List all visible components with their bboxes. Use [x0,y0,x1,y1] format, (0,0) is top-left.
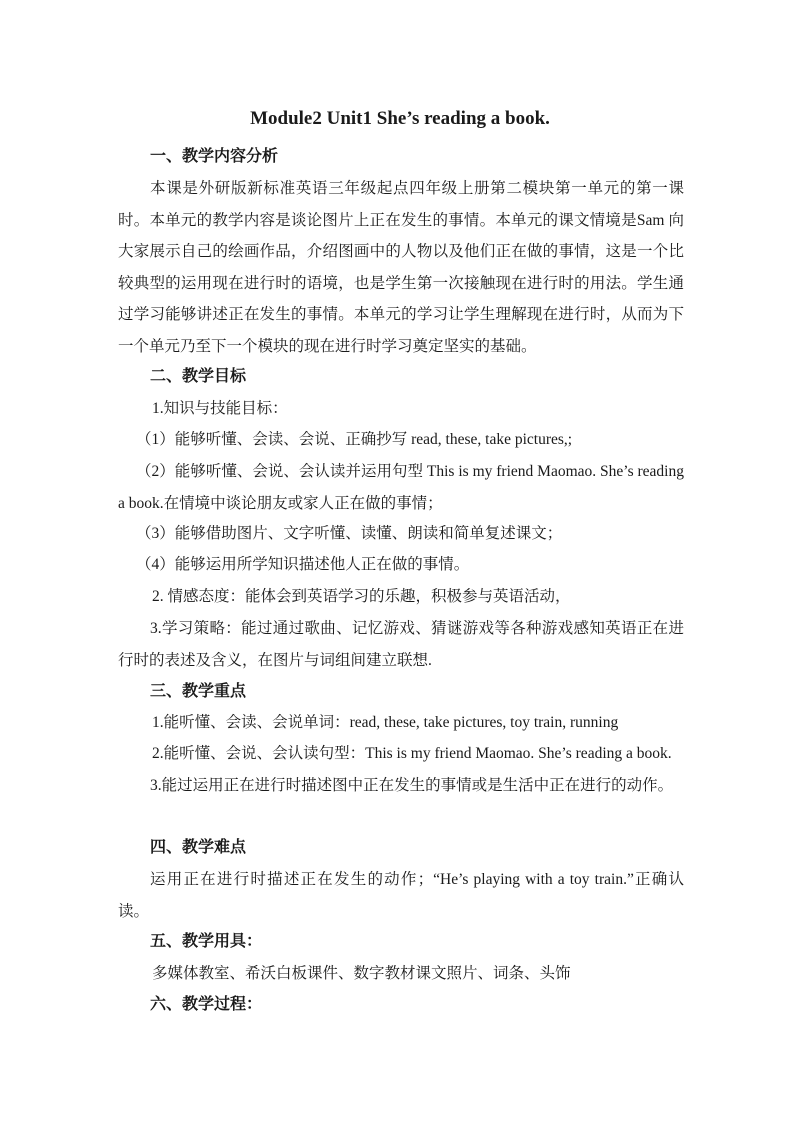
goal-item-4: （4）能够运用所学知识描述他人正在做的事情。 [136,556,470,573]
document-title: Module2 Unit1 She’s reading a book. [250,108,550,129]
goal-item-3: （3）能够借助图片、文字听懂、读懂、朗读和简单复述课文； [136,525,563,542]
content-analysis-paragraph: 本课是外研版新标准英语三年级起点四年级上册第二模块第一单元的第一课时。本单元的教学内容是谈论图片上正在发生的事情。本单元的课文情境是Sam 向大家展示自己的绘画作品，介绍图画中的人物以及他们正在做的事情，这是一个比较典型的运用现在进行时的语境，也是学生第一次接触现在进行时的用法。学生通过学习能够讲述正在发生的事情。本单元的学习让学生理解现在进行时，从而为下一个单元乃至下一个模块的现在进行时学习奠定坚实的基础。 [118,180,684,355]
key-point-1: 1.能听懂、会读、会说单词：read, these, take pictures, toy train, running [152,714,619,731]
key-point-2: 2.能听懂、会说、会认读句型：This is my friend Maomao. She’s reading a book. [152,745,672,762]
section-heading-key-points: 三、教学重点 [150,683,247,700]
key-point-3: 3.能过运用正在进行时描述图中正在发生的事情或是生活中正在进行的动作。 [150,777,674,794]
section-heading-content-analysis: 一、教学内容分析 [150,148,279,165]
section-heading-teaching-process: 六、教学过程： [150,996,263,1013]
goal-item-1: （1）能够听懂、会读、会说、正确抄写 read, these, take pictures,; [136,431,573,448]
goal-learning-strategy: 3.学习策略：能过通过歌曲、记忆游戏、猜谜游戏等各种游戏感知英语正在进行时的表述及含义，在图片与词组间建立联想. [118,620,684,669]
section-heading-difficulties: 四、教学难点 [150,839,247,856]
section-heading-teaching-goals: 二、教学目标 [150,368,247,385]
difficulties-paragraph: 运用正在进行时描述正在发生的动作；“He’s playing with a toy train.”正确认读。 [118,871,684,920]
goal-emotional-attitude: 2. 情感态度：能体会到英语学习的乐趣，积极参与英语活动， [152,588,571,605]
goal-knowledge-skills: 1.知识与技能目标： [152,400,288,417]
teaching-tools-list: 多媒体教室、希沃白板课件、数字教材课文照片、词条、头饰 [152,965,571,982]
section-heading-teaching-tools: 五、教学用具： [150,933,263,950]
goal-item-2: （2）能够听懂、会说、会认读并运用句型 This is my friend Maomao. She’s reading a book.在情境中谈论朋友或家人正在做的事情； [118,463,684,512]
